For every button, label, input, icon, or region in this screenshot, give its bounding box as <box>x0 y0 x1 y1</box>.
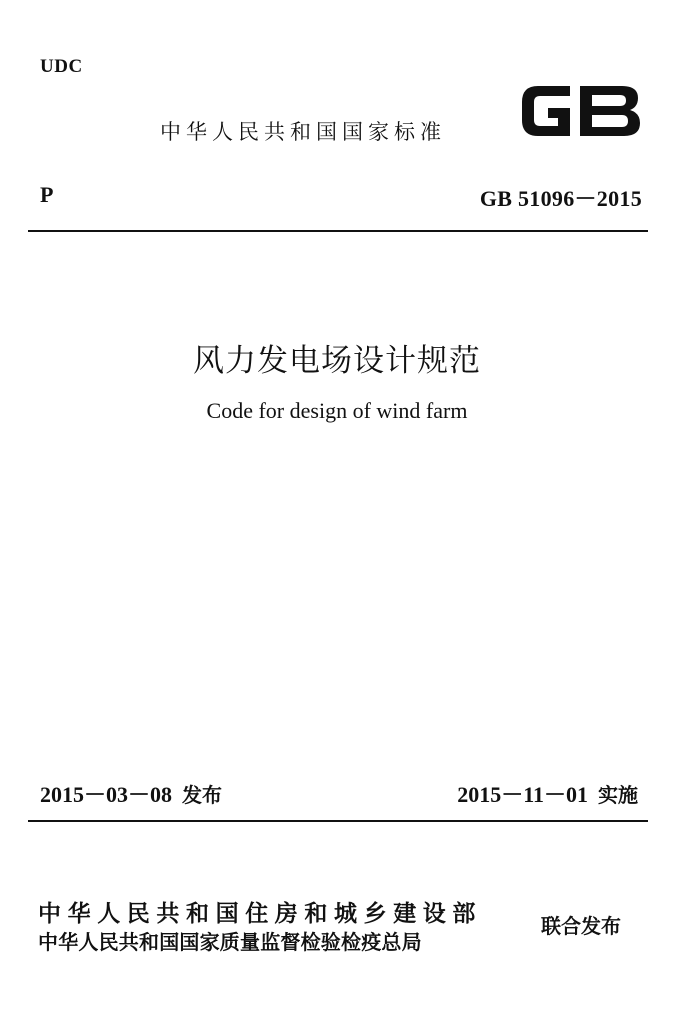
classification-code: P <box>40 182 54 207</box>
gb-logo <box>518 80 644 142</box>
publisher-ministry-housing: 中华人民共和国住房和城乡建设部 <box>38 901 482 927</box>
issue-label: 发布 <box>182 783 223 807</box>
implement-date-line <box>457 778 638 809</box>
standard-type: 中华人民共和国国家标准 <box>160 120 446 144</box>
publisher-aqsiq: 中华人民共和国国家质量监督检验检疫总局 <box>38 930 422 954</box>
issue-date-line <box>40 778 222 809</box>
issue-date: 2015－03－08 <box>40 782 173 807</box>
implement-date: 2015－11－01 <box>457 782 588 807</box>
top-divider <box>28 230 648 232</box>
udc-label: UDC <box>40 56 83 77</box>
joint-issue-label: 联合发布 <box>541 914 621 938</box>
title-english: Code for design of wind farm <box>206 398 468 423</box>
standard-number: GB 51096－2015 <box>479 186 642 211</box>
title-chinese: 风力发电场设计规范 <box>193 343 481 379</box>
bottom-divider <box>28 820 648 822</box>
implement-label: 实施 <box>598 783 638 807</box>
